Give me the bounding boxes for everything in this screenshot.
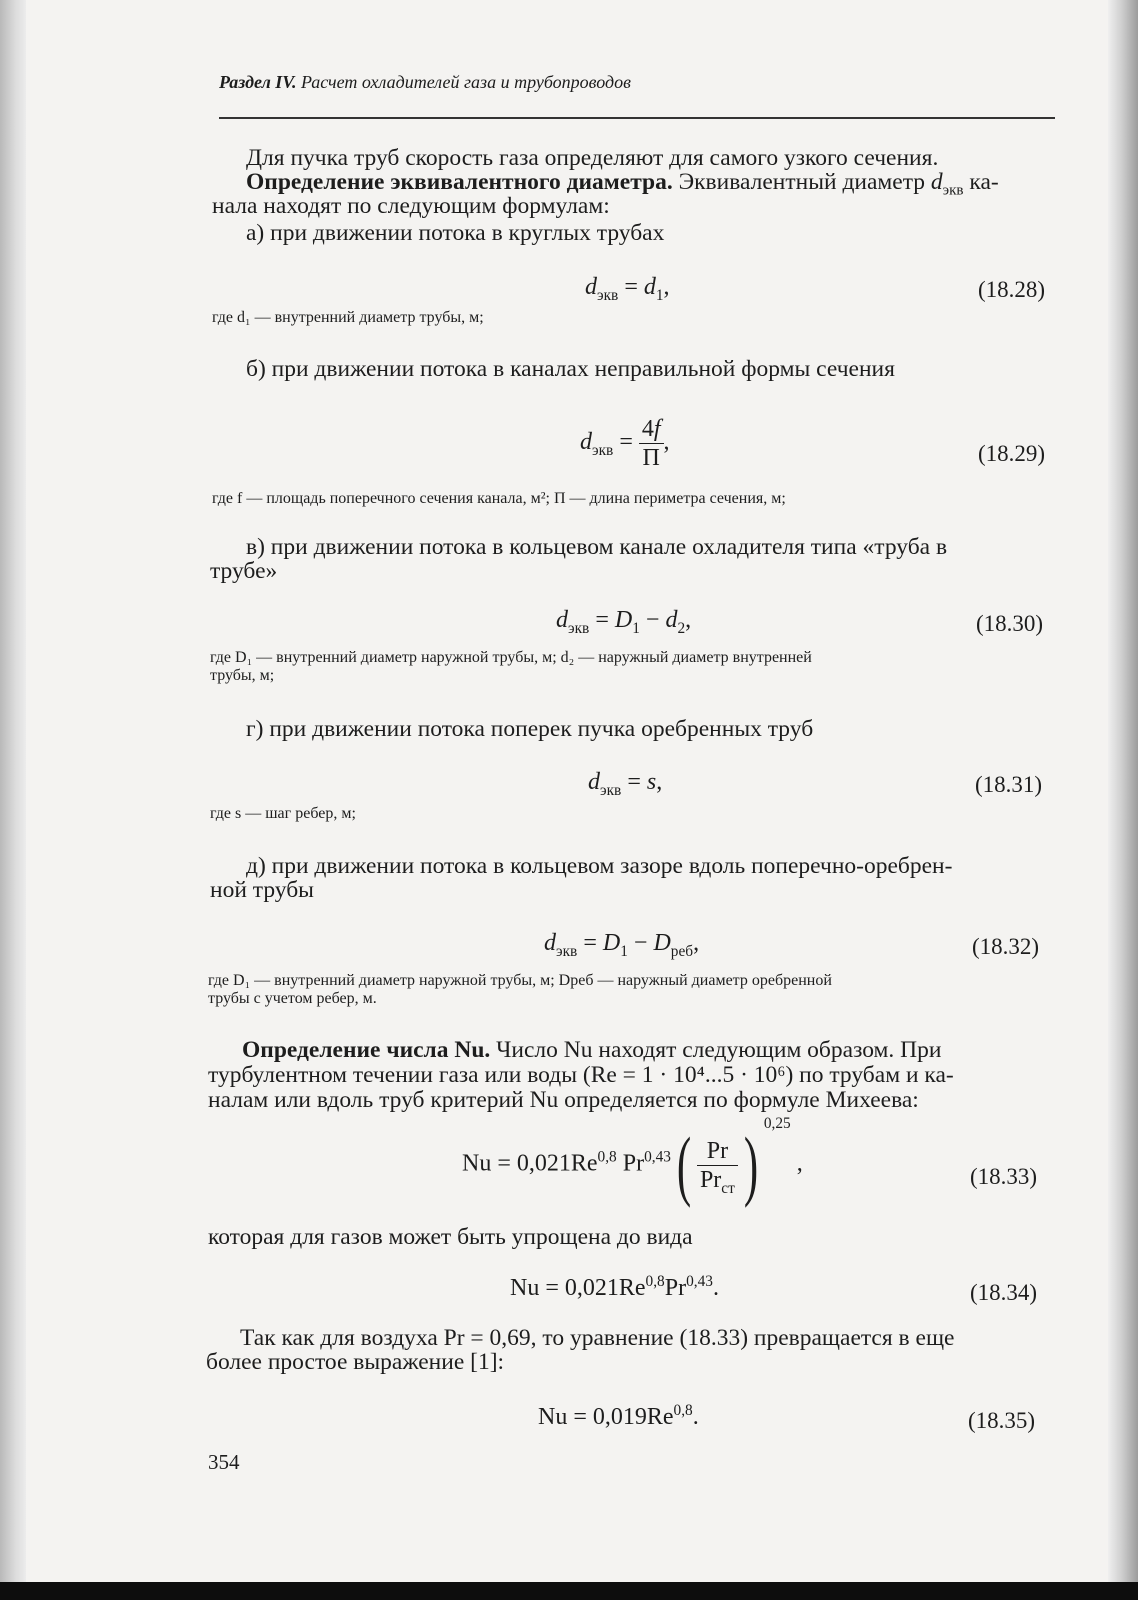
equation-number: (18.30) xyxy=(976,611,1044,636)
paragraph-air-line2: более простое выражение [1]: xyxy=(206,1349,505,1375)
scan-bottom-band xyxy=(0,1582,1138,1600)
item-d-line2: ной трубы xyxy=(210,877,314,903)
paragraph-nu-heading: Определение числа Nu. Число Nu находят следующим образом. При xyxy=(242,1037,942,1063)
item-v-line2: трубе» xyxy=(210,558,278,584)
item-b: б) при движении потока в каналах неправильной формы сечения xyxy=(246,356,895,382)
section-label: Раздел IV. xyxy=(219,72,297,92)
equation-number: (18.31) xyxy=(975,772,1043,797)
equation-18-34: Nu = 0,021Re$^{0,8}$Pr$^{0,43}$. xyxy=(510,1273,719,1301)
paragraph-equivalent-diameter: Определение эквивалентного диаметра. Эквивалентный диаметр $d_{экв}$ ка- xyxy=(246,169,999,199)
section-title: Расчет охладителей газа и трубопроводов xyxy=(301,72,631,92)
paragraph-air: Так как для воздуха Pr = 0,69, то уравнение (18.33) превращается в еще xyxy=(240,1325,955,1351)
equation-18-29: $d_{экв}$ = $\frac{4f}{П}$ , xyxy=(580,416,670,471)
item-v: в) при движении потока в кольцевом канале охладителя типа «труба в xyxy=(246,534,948,560)
header-rule xyxy=(219,117,1055,119)
equation-18-31: $d_{экв} = s$, xyxy=(588,769,663,799)
note-18-32-line2: трубы с учетом ребер, м. xyxy=(208,990,377,1007)
heading-nu: Определение числа Nu. xyxy=(242,1037,491,1063)
paragraph-nu-line2: турбулентном течении газа или воды (Re = 1 · 10⁴...5 · 10⁶) по трубам и ка- xyxy=(208,1062,954,1088)
note-18-31: где s — шаг ребер, м; xyxy=(210,805,356,822)
note-18-29: где f — площадь поперечного сечения канала, м²; П — длина периметра сечения, м; xyxy=(212,490,786,507)
heading-equivalent-diameter: Определение эквивалентного диаметра. xyxy=(246,169,673,195)
equation-number: (18.35) xyxy=(968,1408,1036,1433)
equation-number: (18.28) xyxy=(978,277,1046,302)
equation-number: (18.32) xyxy=(972,934,1040,959)
item-g: г) при движении потока поперек пучка оребренных труб xyxy=(246,716,814,742)
page-shadow-right xyxy=(1108,0,1138,1600)
note-18-28: где d₁ — внутренний диаметр трубы, м; xyxy=(212,309,484,326)
paragraph-bundle-velocity: Для пучка труб скорость газа определяют для самого узкого сечения. xyxy=(246,145,939,171)
note-18-30-line2: трубы, м; xyxy=(210,667,275,684)
equation-18-35: Nu = 0,019Re$^{0,8}$. xyxy=(538,1402,699,1430)
item-a: а) при движении потока в круглых трубах xyxy=(246,220,665,246)
item-d: д) при движении потока в кольцевом зазоре вдоль поперечно-оребрен- xyxy=(246,853,953,879)
equation-18-33: Nu = 0,021Re$^{0,8}$ Pr$^{0,43}$( $\frac{Pr}{Pr_{ст}}$ ) $^{0,25}$ , xyxy=(462,1114,803,1208)
note-18-32: где D₁ — внутренний диаметр наружной трубы, м; Dреб — наружный диаметр оребренной xyxy=(208,972,832,989)
paragraph-nu-line3: налам или вдоль труб критерий Nu определяется по формуле Михеева: xyxy=(208,1087,919,1113)
page-shadow-left xyxy=(0,0,26,1600)
running-head xyxy=(219,72,631,93)
equation-18-32: $d_{экв} = D_1 - D_{реб}$, xyxy=(544,930,700,960)
equation-number: (18.29) xyxy=(978,441,1046,466)
page-number: 354 xyxy=(208,1450,240,1474)
equation-number: (18.33) xyxy=(970,1164,1038,1189)
equation-number: (18.34) xyxy=(970,1280,1038,1305)
paragraph-line: нала находят по следующим формулам: xyxy=(212,193,610,219)
equation-18-30: $d_{экв} = D_1 - d_2$, xyxy=(556,607,692,637)
paragraph-simplify: которая для газов может быть упрощена до вида xyxy=(208,1224,693,1250)
note-18-30: где D₁ — внутренний диаметр наружной трубы, м; d₂ — наружный диаметр внутренней xyxy=(210,649,812,666)
equation-18-28: $d_{экв} = d_1$, xyxy=(585,274,670,304)
